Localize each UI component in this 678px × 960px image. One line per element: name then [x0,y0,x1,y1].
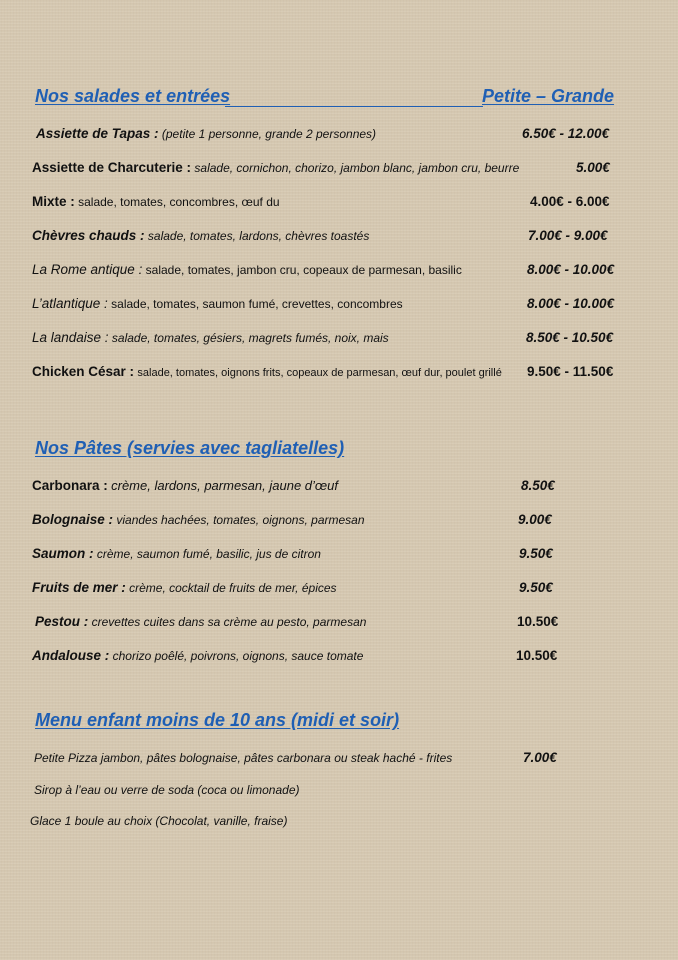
item-desc: chorizo poêlé, poivrons, oignons, sauce tomate [112,649,364,663]
menu-enfant-boisson: Sirop à l’eau ou verre de soda (coca ou limonade) [34,783,300,797]
item-price: 4.00€ - 6.00€ [530,194,610,209]
item-name: Pestou : [35,614,89,629]
item-price: 9.50€ [519,546,553,561]
salades-size-header: Petite – Grande [482,86,615,106]
item-name: Chicken César : [32,364,135,379]
item-price: 8.00€ - 10.00€ [527,296,615,311]
item-name: Assiette de Tapas : [36,126,159,141]
menu-item-tapas [36,126,376,141]
menu-item-atlantique [32,296,403,311]
item-desc: salade, tomates, jambon cru, copeaux de parmesan, basilic [145,263,462,277]
item-name: Bolognaise : [32,512,114,527]
item-price: 9.00€ [518,512,552,527]
menu-item-carbonara [32,478,338,493]
menu-enfant-title: Menu enfant moins de 10 ans (midi et soir) [35,710,400,730]
item-name: Chèvres chauds : [32,228,145,243]
item-desc: (petite 1 personne, grande 2 personnes) [161,127,377,141]
menu-item-andalouse [32,648,363,663]
item-desc: salade, tomates, oignons frits, copeaux de parmesan, œuf dur, poulet grillé [137,367,502,379]
menu-item-charcuterie [32,160,519,175]
item-desc: crème, lardons, parmesan, jaune d’œuf [111,478,339,493]
item-name: L’atlantique : [32,296,108,311]
menu-item-landaise [32,330,389,345]
menu-enfant-plats: Petite Pizza jambon, pâtes bolognaise, pâtes carbonara ou steak haché - frites [34,751,453,765]
menu-item-rome [32,262,462,277]
item-name: Andalouse : [32,648,110,663]
menu-item-pestou [35,614,366,629]
item-desc: salade, tomates, lardons, chèvres toastés [147,229,370,243]
item-name: Mixte : [32,194,75,209]
item-price: 7.00€ - 9.00€ [528,228,608,243]
item-name: Carbonara : [32,478,108,493]
menu-item-saumon [32,546,321,561]
item-desc: salade, tomates, gésiers, magrets fumés, noix, mais [111,331,389,345]
item-price: 9.50€ [519,580,553,595]
item-desc: salade, tomates, saumon fumé, crevettes, concombres [111,297,403,311]
menu-item-mixte [32,194,280,209]
item-desc: salade, tomates, concombres, œuf du [78,195,280,209]
item-name: Assiette de Charcuterie : [32,160,192,175]
menu-item-bolognaise [32,512,365,527]
item-desc: viandes hachées, tomates, oignons, parmesan [116,513,365,527]
item-name: La Rome antique : [32,262,143,277]
salades-title: Nos salades et entrées [35,86,231,106]
item-price: 10.50€ [517,614,559,629]
menu-item-fruits-de-mer [32,580,337,595]
menu-item-chicken-cesar [32,364,502,379]
item-price: 8.50€ [521,478,555,493]
menu-item-chevres [32,228,369,243]
item-desc: crème, cocktail de fruits de mer, épices [129,581,337,595]
item-name: La landaise : [32,330,109,345]
menu-enfant-price: 7.00€ [523,750,557,765]
item-price: 8.50€ - 10.50€ [526,330,614,345]
pates-title: Nos Pâtes (servies avec tagliatelles) [35,438,345,458]
salades-title-gap [225,106,483,107]
item-price: 9.50€ - 11.50€ [527,364,614,379]
item-name: Saumon : [32,546,94,561]
item-price: 8.00€ - 10.00€ [527,262,615,277]
item-price: 10.50€ [516,648,558,663]
menu-enfant-dessert: Glace 1 boule au choix (Chocolat, vanille, fraise) [30,814,288,828]
item-price: 5.00€ [576,160,610,175]
item-desc: salade, cornichon, chorizo, jambon blanc, jambon cru, beurre [194,161,520,175]
item-name: Fruits de mer : [32,580,126,595]
item-desc: crème, saumon fumé, basilic, jus de citron [96,547,321,561]
item-desc: crevettes cuites dans sa crème au pesto, parmesan [91,615,367,629]
item-price: 6.50€ - 12.00€ [522,126,610,141]
